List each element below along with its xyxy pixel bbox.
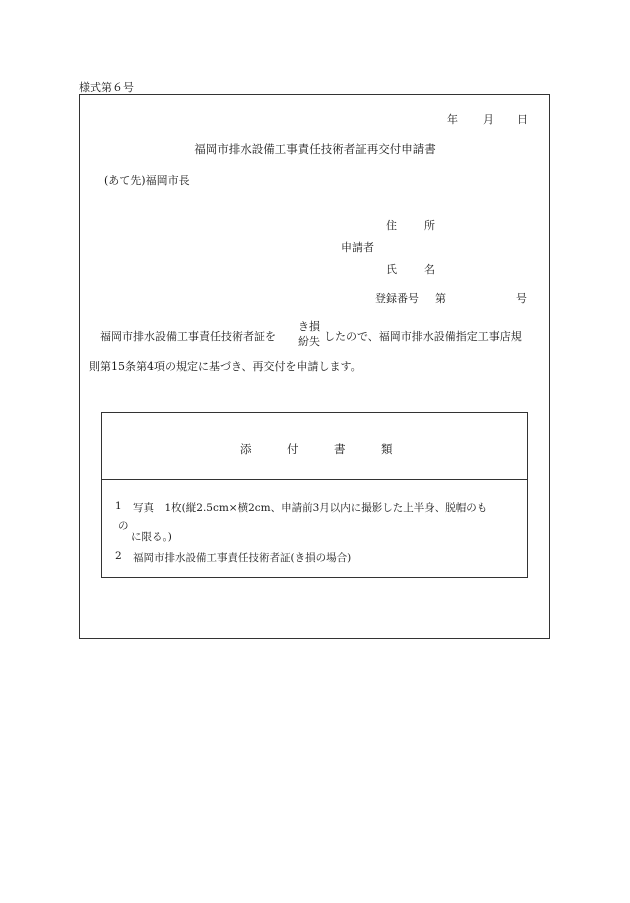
registration-go: 号 — [516, 292, 527, 305]
date-year-label: 年 — [447, 113, 458, 126]
attachment-1-wrap: の — [118, 520, 129, 532]
attachments-header — [102, 413, 527, 480]
attachments-header-char-3: 書 — [334, 442, 346, 456]
body-text-line1-start: 福岡市排水設備工事責任技術者証を — [100, 330, 276, 343]
registration-number-label: 登録番号 — [375, 292, 419, 305]
address-label-2: 所 — [424, 219, 435, 232]
attachments-header-char-1: 添 — [240, 442, 252, 456]
registration-dai: 第 — [435, 292, 446, 305]
attachment-2-number: 2 — [115, 550, 122, 562]
name-label-2: 名 — [424, 263, 435, 276]
address-label-1: 住 — [386, 219, 397, 232]
attachments-header-char-4: 類 — [381, 442, 393, 456]
date-day-label: 日 — [517, 113, 528, 126]
body-text-line1-end: したので、福岡市排水設備指定工事店規 — [324, 330, 522, 343]
name-label-1: 氏 — [386, 263, 397, 276]
addressee: (あて先)福岡市長 — [104, 174, 190, 187]
form-number: 様式第６号 — [79, 81, 134, 94]
applicant-label: 申請者 — [341, 241, 374, 254]
attachments-header-char-2: 付 — [287, 442, 299, 456]
attachment-1-text-continued: に限る。) — [131, 531, 172, 543]
body-text-line2: 則第15条第4項の規定に基づき、再交付を申請します。 — [89, 360, 362, 373]
choice-lost: 紛失 — [298, 335, 320, 348]
attachment-1-text: 写真 1枚(縦2.5cm×横2cm、申請前3月以内に撮影した上半身、脱帽のも — [133, 502, 488, 514]
date-month-label: 月 — [483, 113, 494, 126]
document-title: 福岡市排水設備工事責任技術者証再交付申請書 — [194, 142, 436, 156]
attachment-1-number: 1 — [115, 500, 122, 512]
choice-damaged: き損 — [298, 320, 320, 333]
choice-stack — [298, 319, 320, 349]
attachments-box — [101, 412, 528, 578]
attachment-2-text: 福岡市排水設備工事責任技術者証(き損の場合) — [133, 552, 352, 564]
